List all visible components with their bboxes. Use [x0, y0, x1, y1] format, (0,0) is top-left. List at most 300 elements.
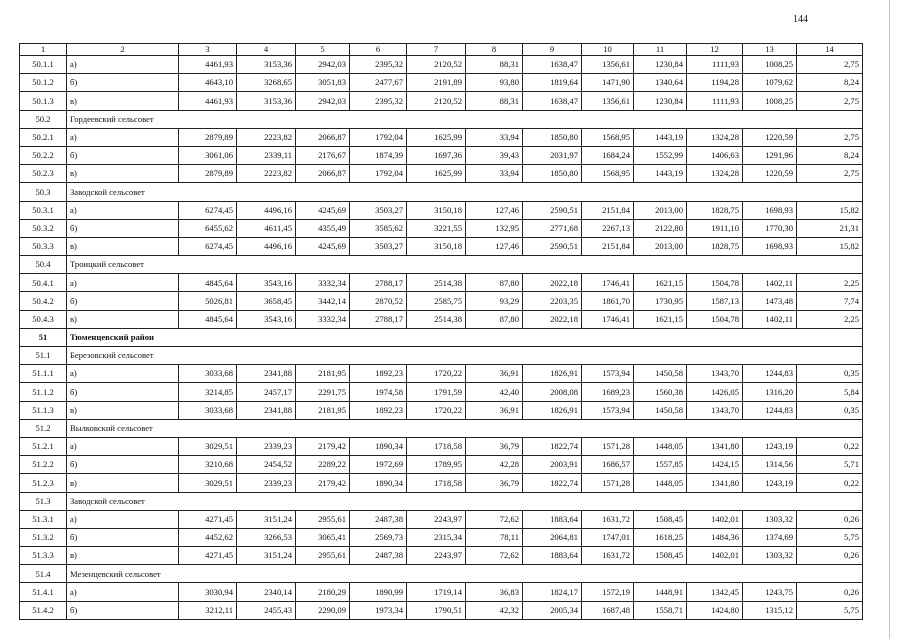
- table-row: [20, 292, 863, 310]
- value-cell: 1243,19: [743, 437, 797, 455]
- value-cell: 2179,42: [296, 474, 350, 492]
- row-code: 51.3.3: [20, 547, 67, 565]
- value-cell: 1008,25: [743, 56, 797, 74]
- value-cell: 2,75: [797, 165, 863, 183]
- value-cell: 1573,94: [582, 401, 634, 419]
- value-cell: 2176,67: [296, 146, 350, 164]
- value-cell: 2942,03: [296, 92, 350, 110]
- value-cell: 1689,23: [582, 383, 634, 401]
- page-edge-rule: [889, 0, 890, 639]
- table-body: [20, 44, 863, 620]
- value-cell: 2291,75: [296, 383, 350, 401]
- value-cell: 1746,41: [582, 274, 634, 292]
- value-cell: 1079,62: [743, 74, 797, 92]
- row-code: 50.1.1: [20, 56, 67, 74]
- value-cell: 5,84: [797, 383, 863, 401]
- value-cell: 1892,23: [350, 401, 407, 419]
- value-cell: 1220,59: [743, 165, 797, 183]
- value-cell: 1770,30: [743, 219, 797, 237]
- district-header-row: [20, 328, 863, 346]
- row-code: 50.4.1: [20, 274, 67, 292]
- tariff-table: [19, 43, 863, 620]
- table-row: [20, 146, 863, 164]
- value-cell: 2191,89: [407, 74, 466, 92]
- value-cell: 3214,85: [179, 383, 237, 401]
- value-cell: 1746,41: [582, 310, 634, 328]
- value-cell: 1424,15: [687, 456, 743, 474]
- value-cell: 39,43: [466, 146, 523, 164]
- value-cell: 2585,75: [407, 292, 466, 310]
- table-row: [20, 383, 863, 401]
- value-cell: 1824,17: [523, 583, 582, 601]
- value-cell: 2181,95: [296, 365, 350, 383]
- value-cell: 2395,32: [350, 56, 407, 74]
- value-cell: 3268,65: [237, 74, 296, 92]
- value-cell: 21,31: [797, 219, 863, 237]
- value-cell: 1686,57: [582, 456, 634, 474]
- value-cell: 1356,61: [582, 92, 634, 110]
- value-cell: 1568,95: [582, 128, 634, 146]
- row-label: б): [67, 456, 179, 474]
- value-cell: 2771,68: [523, 219, 582, 237]
- column-number-cell: 11: [634, 44, 687, 56]
- value-cell: 1402,11: [743, 310, 797, 328]
- value-cell: 3153,36: [237, 92, 296, 110]
- value-cell: 6455,62: [179, 219, 237, 237]
- section-header-row: [20, 492, 863, 510]
- value-cell: 2066,87: [296, 165, 350, 183]
- value-cell: 1719,14: [407, 583, 466, 601]
- value-cell: 1638,47: [523, 92, 582, 110]
- value-cell: 2590,51: [523, 201, 582, 219]
- value-cell: 6274,45: [179, 237, 237, 255]
- row-code: 50.1.2: [20, 74, 67, 92]
- value-cell: 2590,51: [523, 237, 582, 255]
- value-cell: 1720,22: [407, 365, 466, 383]
- value-cell: 2,75: [797, 128, 863, 146]
- row-code: 51.4.2: [20, 601, 67, 619]
- value-cell: 2022,18: [523, 274, 582, 292]
- value-cell: 4845,64: [179, 274, 237, 292]
- row-label: а): [67, 201, 179, 219]
- value-cell: 1571,28: [582, 474, 634, 492]
- value-cell: 1790,51: [407, 601, 466, 619]
- value-cell: 1315,12: [743, 601, 797, 619]
- value-cell: 1508,45: [634, 510, 687, 528]
- value-cell: 1448,05: [634, 437, 687, 455]
- value-cell: 2341,88: [237, 365, 296, 383]
- value-cell: 3543,16: [237, 310, 296, 328]
- value-cell: 2120,52: [407, 92, 466, 110]
- value-cell: 1291,96: [743, 146, 797, 164]
- row-code: 50.2.3: [20, 165, 67, 183]
- table-row: [20, 165, 863, 183]
- value-cell: 72,62: [466, 547, 523, 565]
- value-cell: 3151,24: [237, 510, 296, 528]
- row-label: а): [67, 437, 179, 455]
- value-cell: 2955,61: [296, 510, 350, 528]
- column-number-cell: 5: [296, 44, 350, 56]
- row-code: 51.3.2: [20, 528, 67, 546]
- value-cell: 2,25: [797, 274, 863, 292]
- value-cell: 4245,69: [296, 237, 350, 255]
- value-cell: 1341,80: [687, 437, 743, 455]
- value-cell: 2066,87: [296, 128, 350, 146]
- value-cell: 2151,84: [582, 201, 634, 219]
- value-cell: 1892,23: [350, 365, 407, 383]
- page-number: 144: [793, 14, 808, 25]
- value-cell: 1557,85: [634, 456, 687, 474]
- value-cell: 2455,43: [237, 601, 296, 619]
- section-code: 51.3: [20, 492, 67, 510]
- row-code: 51.1.2: [20, 383, 67, 401]
- row-label: в): [67, 401, 179, 419]
- value-cell: 2955,61: [296, 547, 350, 565]
- value-cell: 1828,75: [687, 201, 743, 219]
- value-cell: 1111,93: [687, 92, 743, 110]
- value-cell: 1687,48: [582, 601, 634, 619]
- value-cell: 1697,36: [407, 146, 466, 164]
- value-cell: 1973,34: [350, 601, 407, 619]
- value-cell: 1972,69: [350, 456, 407, 474]
- table-row: [20, 56, 863, 74]
- value-cell: 1625,99: [407, 165, 466, 183]
- value-cell: 3150,18: [407, 201, 466, 219]
- value-cell: 2031,97: [523, 146, 582, 164]
- value-cell: 1341,80: [687, 474, 743, 492]
- row-label: в): [67, 474, 179, 492]
- value-cell: 87,80: [466, 310, 523, 328]
- value-cell: 1443,19: [634, 128, 687, 146]
- section-code: 50.3: [20, 183, 67, 201]
- district-title: Тюменцевский район: [67, 328, 863, 346]
- value-cell: 2788,17: [350, 310, 407, 328]
- value-cell: 2013,00: [634, 201, 687, 219]
- column-number-cell: 1: [20, 44, 67, 56]
- value-cell: 1684,24: [582, 146, 634, 164]
- value-cell: 3051,83: [296, 74, 350, 92]
- value-cell: 1342,45: [687, 583, 743, 601]
- value-cell: 36,79: [466, 437, 523, 455]
- value-cell: 2223,82: [237, 165, 296, 183]
- value-cell: 2223,82: [237, 128, 296, 146]
- value-cell: 1874,39: [350, 146, 407, 164]
- value-cell: 4461,93: [179, 92, 237, 110]
- value-cell: 1316,20: [743, 383, 797, 401]
- value-cell: 3442,14: [296, 292, 350, 310]
- table-row: [20, 601, 863, 619]
- value-cell: 1340,64: [634, 74, 687, 92]
- value-cell: 2267,13: [582, 219, 634, 237]
- row-code: 50.2.1: [20, 128, 67, 146]
- value-cell: 1244,83: [743, 365, 797, 383]
- value-cell: 3061,06: [179, 146, 237, 164]
- value-cell: 2120,52: [407, 56, 466, 74]
- value-cell: 1426,05: [687, 383, 743, 401]
- value-cell: 1324,28: [687, 165, 743, 183]
- table-row: [20, 74, 863, 92]
- value-cell: 2514,38: [407, 310, 466, 328]
- value-cell: 1220,59: [743, 128, 797, 146]
- row-code: 51.4.1: [20, 583, 67, 601]
- value-cell: 2013,00: [634, 237, 687, 255]
- value-cell: 8,24: [797, 146, 863, 164]
- value-cell: 15,82: [797, 201, 863, 219]
- value-cell: 0,35: [797, 401, 863, 419]
- value-cell: 2290,09: [296, 601, 350, 619]
- table-row: [20, 365, 863, 383]
- section-code: 51.4: [20, 565, 67, 583]
- value-cell: 36,83: [466, 583, 523, 601]
- value-cell: 2879,89: [179, 165, 237, 183]
- value-cell: 2122,80: [634, 219, 687, 237]
- row-code: 50.3.1: [20, 201, 67, 219]
- value-cell: 3503,27: [350, 237, 407, 255]
- value-cell: 1718,58: [407, 474, 466, 492]
- value-cell: 5,75: [797, 601, 863, 619]
- row-label: а): [67, 274, 179, 292]
- value-cell: 1402,11: [743, 274, 797, 292]
- row-code: 51.2.1: [20, 437, 67, 455]
- table-row: [20, 201, 863, 219]
- value-cell: 1826,91: [523, 401, 582, 419]
- value-cell: 132,95: [466, 219, 523, 237]
- value-cell: 2395,32: [350, 92, 407, 110]
- row-code: 51.1.3: [20, 401, 67, 419]
- value-cell: 1792,04: [350, 128, 407, 146]
- value-cell: 2003,91: [523, 456, 582, 474]
- value-cell: 1473,48: [743, 292, 797, 310]
- value-cell: 1560,38: [634, 383, 687, 401]
- value-cell: 1343,70: [687, 365, 743, 383]
- column-number-cell: 9: [523, 44, 582, 56]
- value-cell: 3150,18: [407, 237, 466, 255]
- row-code: 50.2.2: [20, 146, 67, 164]
- value-cell: 2870,52: [350, 292, 407, 310]
- value-cell: 1111,93: [687, 56, 743, 74]
- value-cell: 1484,36: [687, 528, 743, 546]
- value-cell: 4496,16: [237, 201, 296, 219]
- value-cell: 1572,19: [582, 583, 634, 601]
- section-header-row: [20, 419, 863, 437]
- value-cell: 36,79: [466, 474, 523, 492]
- value-cell: 2487,38: [350, 510, 407, 528]
- value-cell: 1631,72: [582, 510, 634, 528]
- value-cell: 1508,45: [634, 547, 687, 565]
- row-code: 51.2.2: [20, 456, 67, 474]
- value-cell: 3030,94: [179, 583, 237, 601]
- value-cell: 4271,45: [179, 547, 237, 565]
- value-cell: 93,80: [466, 74, 523, 92]
- value-cell: 4355,49: [296, 219, 350, 237]
- value-cell: 88,31: [466, 56, 523, 74]
- value-cell: 1356,61: [582, 56, 634, 74]
- row-label: б): [67, 219, 179, 237]
- value-cell: 1625,99: [407, 128, 466, 146]
- table-row: [20, 474, 863, 492]
- value-cell: 0,26: [797, 547, 863, 565]
- section-title: Мезенцевский сельсовет: [67, 565, 863, 583]
- value-cell: 1244,83: [743, 401, 797, 419]
- value-cell: 1791,59: [407, 383, 466, 401]
- row-code: 51.3.1: [20, 510, 67, 528]
- table-row: [20, 92, 863, 110]
- value-cell: 4845,64: [179, 310, 237, 328]
- value-cell: 1230,84: [634, 92, 687, 110]
- value-cell: 42,32: [466, 601, 523, 619]
- value-cell: 3029,51: [179, 437, 237, 455]
- value-cell: 1243,75: [743, 583, 797, 601]
- value-cell: 1819,64: [523, 74, 582, 92]
- value-cell: 1638,47: [523, 56, 582, 74]
- value-cell: 1230,84: [634, 56, 687, 74]
- value-cell: 2454,52: [237, 456, 296, 474]
- value-cell: 1402,01: [687, 547, 743, 565]
- section-title: Заводской сельсовет: [67, 492, 863, 510]
- value-cell: 2514,38: [407, 274, 466, 292]
- value-cell: 3151,24: [237, 547, 296, 565]
- section-title: Вылковский сельсовет: [67, 419, 863, 437]
- value-cell: 2289,22: [296, 456, 350, 474]
- value-cell: 1374,69: [743, 528, 797, 546]
- value-cell: 2243,97: [407, 547, 466, 565]
- value-cell: 2008,08: [523, 383, 582, 401]
- value-cell: 7,74: [797, 292, 863, 310]
- value-cell: 5026,81: [179, 292, 237, 310]
- value-cell: 1504,78: [687, 310, 743, 328]
- value-cell: 1194,28: [687, 74, 743, 92]
- row-label: а): [67, 56, 179, 74]
- row-code: 50.1.3: [20, 92, 67, 110]
- value-cell: 1303,32: [743, 510, 797, 528]
- value-cell: 1698,93: [743, 237, 797, 255]
- value-cell: 15,82: [797, 237, 863, 255]
- value-cell: 1631,72: [582, 547, 634, 565]
- value-cell: 2457,17: [237, 383, 296, 401]
- row-label: а): [67, 365, 179, 383]
- section-title: Заводской сельсовет: [67, 183, 863, 201]
- value-cell: 3503,27: [350, 201, 407, 219]
- section-header-row: [20, 565, 863, 583]
- value-cell: 3029,51: [179, 474, 237, 492]
- value-cell: 1621,15: [634, 310, 687, 328]
- value-cell: 4271,45: [179, 510, 237, 528]
- value-cell: 1443,19: [634, 165, 687, 183]
- value-cell: 1850,80: [523, 165, 582, 183]
- value-cell: 2339,23: [237, 437, 296, 455]
- column-number-cell: 8: [466, 44, 523, 56]
- value-cell: 1730,95: [634, 292, 687, 310]
- value-cell: 1573,94: [582, 365, 634, 383]
- table-row: [20, 583, 863, 601]
- value-cell: 36,91: [466, 401, 523, 419]
- row-code: 50.3.3: [20, 237, 67, 255]
- value-cell: 2151,84: [582, 237, 634, 255]
- value-cell: 6274,45: [179, 201, 237, 219]
- table-row: [20, 437, 863, 455]
- value-cell: 4611,45: [237, 219, 296, 237]
- value-cell: 2339,23: [237, 474, 296, 492]
- value-cell: 2243,97: [407, 510, 466, 528]
- value-cell: 1324,28: [687, 128, 743, 146]
- section-title: Троицкий сельсовет: [67, 256, 863, 274]
- column-number-cell: 14: [797, 44, 863, 56]
- value-cell: 2,25: [797, 310, 863, 328]
- value-cell: 42,40: [466, 383, 523, 401]
- row-label: в): [67, 310, 179, 328]
- value-cell: 2203,35: [523, 292, 582, 310]
- value-cell: 2569,73: [350, 528, 407, 546]
- value-cell: 2487,38: [350, 547, 407, 565]
- value-cell: 33,94: [466, 128, 523, 146]
- value-cell: 0,22: [797, 474, 863, 492]
- row-label: б): [67, 74, 179, 92]
- value-cell: 2315,34: [407, 528, 466, 546]
- row-label: а): [67, 128, 179, 146]
- row-label: б): [67, 528, 179, 546]
- row-code: 51.1.1: [20, 365, 67, 383]
- column-number-cell: 7: [407, 44, 466, 56]
- value-cell: 1698,93: [743, 201, 797, 219]
- table-row: [20, 310, 863, 328]
- section-header-row: [20, 256, 863, 274]
- table-row: [20, 401, 863, 419]
- row-label: а): [67, 583, 179, 601]
- value-cell: 1471,90: [582, 74, 634, 92]
- row-label: б): [67, 383, 179, 401]
- value-cell: 1587,13: [687, 292, 743, 310]
- value-cell: 2942,03: [296, 56, 350, 74]
- value-cell: 8,24: [797, 74, 863, 92]
- value-cell: 1424,80: [687, 601, 743, 619]
- value-cell: 1850,80: [523, 128, 582, 146]
- section-code: 51.2: [20, 419, 67, 437]
- column-number-row: [20, 44, 863, 56]
- value-cell: 1720,22: [407, 401, 466, 419]
- value-cell: 1450,58: [634, 401, 687, 419]
- value-cell: 3210,68: [179, 456, 237, 474]
- value-cell: 3332,34: [296, 274, 350, 292]
- value-cell: 78,11: [466, 528, 523, 546]
- value-cell: 93,29: [466, 292, 523, 310]
- row-code: 50.4.2: [20, 292, 67, 310]
- value-cell: 4452,62: [179, 528, 237, 546]
- value-cell: 4245,69: [296, 201, 350, 219]
- value-cell: 0,26: [797, 583, 863, 601]
- section-code: 50.2: [20, 110, 67, 128]
- table-row: [20, 528, 863, 546]
- row-label: в): [67, 92, 179, 110]
- column-number-cell: 4: [237, 44, 296, 56]
- value-cell: 5,75: [797, 528, 863, 546]
- value-cell: 2341,88: [237, 401, 296, 419]
- value-cell: 3212,11: [179, 601, 237, 619]
- value-cell: 1861,70: [582, 292, 634, 310]
- table-row: [20, 237, 863, 255]
- value-cell: 72,62: [466, 510, 523, 528]
- value-cell: 2022,18: [523, 310, 582, 328]
- value-cell: 2,75: [797, 92, 863, 110]
- value-cell: 2,75: [797, 56, 863, 74]
- value-cell: 3221,55: [407, 219, 466, 237]
- row-label: в): [67, 547, 179, 565]
- value-cell: 2879,89: [179, 128, 237, 146]
- value-cell: 4496,16: [237, 237, 296, 255]
- table-row: [20, 547, 863, 565]
- value-cell: 3332,34: [296, 310, 350, 328]
- value-cell: 1890,34: [350, 437, 407, 455]
- table-row: [20, 128, 863, 146]
